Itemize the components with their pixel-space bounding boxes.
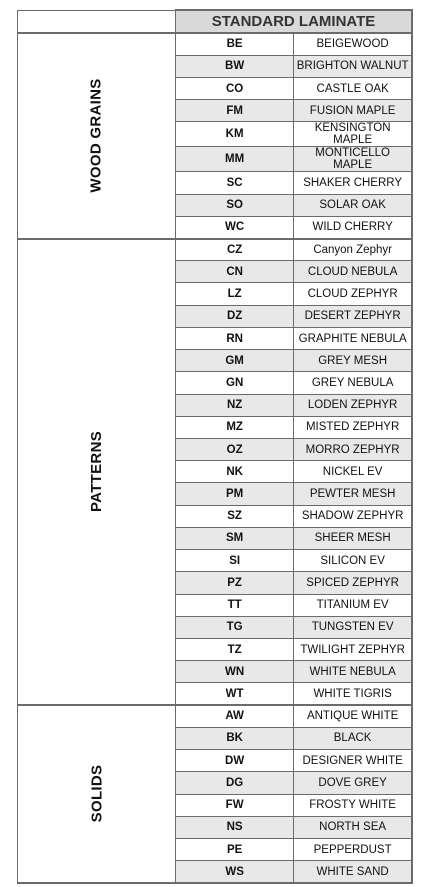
color-code: GN (176, 372, 294, 394)
color-name: BRIGHTON WALNUT (294, 55, 412, 77)
color-name: SHAKER CHERRY (294, 172, 412, 194)
color-code: SO (176, 194, 294, 216)
color-name: LODEN ZEPHYR (294, 394, 412, 416)
color-name: DESERT ZEPHYR (294, 305, 412, 327)
color-name: PEPPERDUST (294, 838, 412, 860)
color-code: CO (176, 77, 294, 99)
color-name: GRAPHITE NEBULA (294, 327, 412, 349)
color-name: WILD CHERRY (294, 216, 412, 238)
color-name: CASTLE OAK (294, 77, 412, 99)
color-code: PE (176, 838, 294, 860)
table-header: STANDARD LAMINATE (176, 10, 413, 33)
color-code: SZ (176, 505, 294, 527)
color-code: BW (176, 55, 294, 77)
color-code: DG (176, 772, 294, 794)
color-name: TUNGSTEN EV (294, 616, 412, 638)
color-code: SI (176, 550, 294, 572)
color-name: MORRO ZEPHYR (294, 439, 412, 461)
color-code: TT (176, 594, 294, 616)
color-name: TWILIGHT ZEPHYR (294, 638, 412, 660)
color-name: Canyon Zephyr (294, 239, 412, 261)
color-code: NS (176, 816, 294, 838)
color-name: GREY NEBULA (294, 372, 412, 394)
color-code: WC (176, 216, 294, 238)
color-code: FW (176, 794, 294, 816)
group-cell-solids (18, 705, 176, 883)
header-corner-cell (18, 10, 176, 33)
color-code: OZ (176, 439, 294, 461)
color-name: DESIGNER WHITE (294, 750, 412, 772)
color-name: WHITE TIGRIS (294, 683, 412, 705)
color-name: NORTH SEA (294, 816, 412, 838)
color-name: SHEER MESH (294, 527, 412, 549)
header-row (18, 10, 413, 33)
color-code: MZ (176, 416, 294, 438)
color-name: FROSTY WHITE (294, 794, 412, 816)
color-name: KENSINGTON MAPLE (294, 122, 412, 147)
color-name: FUSION MAPLE (294, 100, 412, 122)
color-code: PZ (176, 572, 294, 594)
group-cell-patterns (18, 239, 176, 706)
color-code: DW (176, 750, 294, 772)
color-code: FM (176, 100, 294, 122)
color-code: NK (176, 461, 294, 483)
color-name: CLOUD NEBULA (294, 261, 412, 283)
color-name: WHITE NEBULA (294, 661, 412, 683)
color-name: SHADOW ZEPHYR (294, 505, 412, 527)
color-code: NZ (176, 394, 294, 416)
color-code: RN (176, 327, 294, 349)
color-name: DOVE GREY (294, 772, 412, 794)
color-code: KM (176, 122, 294, 147)
color-code: CZ (176, 239, 294, 261)
color-name: NICKEL EV (294, 461, 412, 483)
color-name: SOLAR OAK (294, 194, 412, 216)
group-label: SOLIDS (87, 764, 105, 823)
color-name: SILICON EV (294, 550, 412, 572)
color-code: WT (176, 683, 294, 705)
group-label: WOOD GRAINS (87, 78, 105, 193)
color-name: CLOUD ZEPHYR (294, 283, 412, 305)
laminate-table (17, 9, 413, 884)
color-code: AW (176, 705, 294, 727)
color-code: WS (176, 861, 294, 883)
color-code: TG (176, 616, 294, 638)
color-code: DZ (176, 305, 294, 327)
color-code: BK (176, 727, 294, 749)
color-name: WHITE SAND (294, 861, 412, 883)
color-code: GM (176, 350, 294, 372)
color-name: ANTIQUE WHITE (294, 705, 412, 727)
color-code: BE (176, 33, 294, 55)
color-code: LZ (176, 283, 294, 305)
color-name: SPICED ZEPHYR (294, 572, 412, 594)
color-code: WN (176, 661, 294, 683)
table-body (18, 33, 413, 883)
color-code: CN (176, 261, 294, 283)
color-code: SM (176, 527, 294, 549)
color-code: SC (176, 172, 294, 194)
color-name: TITANIUM EV (294, 594, 412, 616)
table-row (18, 705, 413, 727)
table-row (18, 239, 413, 261)
color-name: PEWTER MESH (294, 483, 412, 505)
color-name: BLACK (294, 727, 412, 749)
color-name: BEIGEWOOD (294, 33, 412, 55)
color-code: MM (176, 147, 294, 172)
color-code: PM (176, 483, 294, 505)
table-row (18, 33, 413, 55)
group-label: PATTERNS (87, 430, 105, 512)
color-name: GREY MESH (294, 350, 412, 372)
color-name: MONTICELLO MAPLE (294, 147, 412, 172)
color-name: MISTED ZEPHYR (294, 416, 412, 438)
group-cell-wood-grains (18, 33, 176, 239)
color-code: TZ (176, 638, 294, 660)
